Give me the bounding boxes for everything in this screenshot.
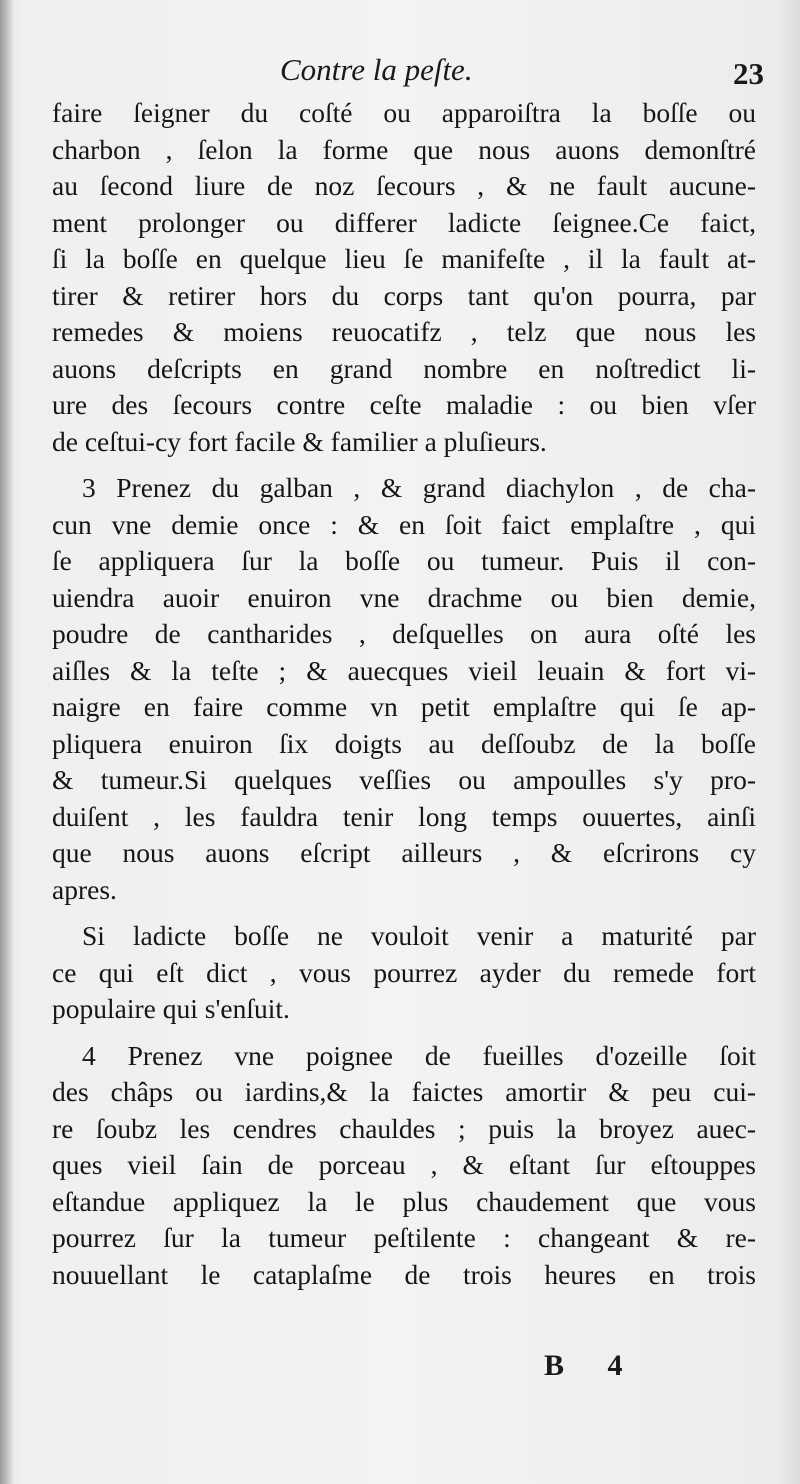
text-line: aiſles & la teſte ; & auecques vieil leuain & fort vi-: [52, 654, 756, 686]
running-title: Contre la peſte.: [280, 52, 473, 87]
paragraph-gap: [52, 908, 756, 918]
text-line: ques vieil ſain de porceau , & eſtant ſur eſtouppes: [52, 1149, 756, 1180]
text-line: ce qui eſt dict , vous pourrez ayder du remede fort: [52, 956, 756, 988]
text-line: 3 Prenez du galban , & grand diachylon , de cha-: [82, 472, 756, 503]
text-line: apres.: [52, 873, 117, 905]
text-line: tirer & retirer hors du corps tant qu'on pourra, par: [52, 279, 756, 311]
text-line: que nous auons eſcript ailleurs , & eſcrirons cy: [52, 837, 756, 868]
paragraph-3: [52, 918, 756, 1028]
text-line: remedes & moiens reuocatifz , telz que nous les: [52, 316, 756, 347]
body-text: [52, 95, 756, 1293]
text-line: nouuellant le cataplaſme de trois heures en trois: [52, 1258, 756, 1290]
text-line: duiſent , les fauldra tenir long temps ouuertes, ainſi: [52, 800, 756, 832]
text-line: Si ladicte boſſe ne vouloit venir a maturité par: [82, 920, 756, 951]
text-line: ment prolonger ou differer ladicte ſeignee.Ce faict,: [52, 206, 756, 238]
running-head: [0, 50, 800, 94]
paragraph-gap: [52, 460, 756, 470]
text-line: eſtandue appliquez la le plus chaudement que vous: [52, 1185, 756, 1217]
paragraph-1: [52, 95, 756, 460]
text-line: & tumeur.Si quelques veſſies ou ampoulles s'y pro-: [52, 764, 756, 795]
text-line: faire ſeigner du coſté ou apparoiſtra la boſſe ou: [52, 97, 756, 128]
text-line: des châps ou iardins,& la faictes amortir & peu cui-: [52, 1076, 756, 1107]
text-line: ſi la boſſe en quelque lieu ſe manifeſte , il la fault at-: [52, 243, 756, 274]
page-number: 23: [733, 56, 764, 91]
paragraph-2: [52, 470, 756, 908]
binding-shadow: [0, 0, 14, 1484]
signature-mark: B 4: [544, 1349, 641, 1382]
text-line: naigre en faire comme vn petit emplaſtre qui ſe ap-: [52, 691, 756, 722]
text-line: poudre de cantharides , deſquelles on aura oſté les: [52, 618, 756, 649]
paragraph-gap: [52, 1028, 756, 1038]
text-line: auons deſcripts en grand nombre en noſtredict li-: [52, 352, 756, 384]
text-line: de ceſtui-cy fort facile & familier a pluſieurs.: [52, 425, 547, 457]
text-line: populaire qui s'enſuit.: [52, 993, 290, 1024]
text-line: ſe appliquera ſur la boſſe ou tumeur. Puis il con-: [52, 545, 756, 576]
paragraph-4: [52, 1038, 756, 1294]
text-line: cun vne demie once : & en ſoit faict emplaſtre , qui: [52, 508, 756, 540]
text-line: charbon , ſelon la forme que nous auons demonſtré: [52, 133, 756, 165]
text-line: ure des ſecours contre ceſte maladie : ou bien vſer: [52, 389, 756, 420]
text-line: au ſecond liure de noz ſecours , & ne fault aucune-: [52, 170, 756, 201]
text-line: uiendra auoir enuiron vne drachme ou bien demie,: [52, 581, 756, 613]
text-line: pourrez ſur la tumeur peſtilente : changeant & re-: [52, 1222, 756, 1253]
text-line: re ſoubz les cendres chauldes ; puis la broyez auec-: [52, 1112, 756, 1144]
text-line: pliquera enuiron ſix doigts au deſſoubz de la boſſe: [52, 727, 756, 759]
text-line: 4 Prenez vne poignee de fueilles d'ozeille ſoit: [82, 1039, 756, 1071]
